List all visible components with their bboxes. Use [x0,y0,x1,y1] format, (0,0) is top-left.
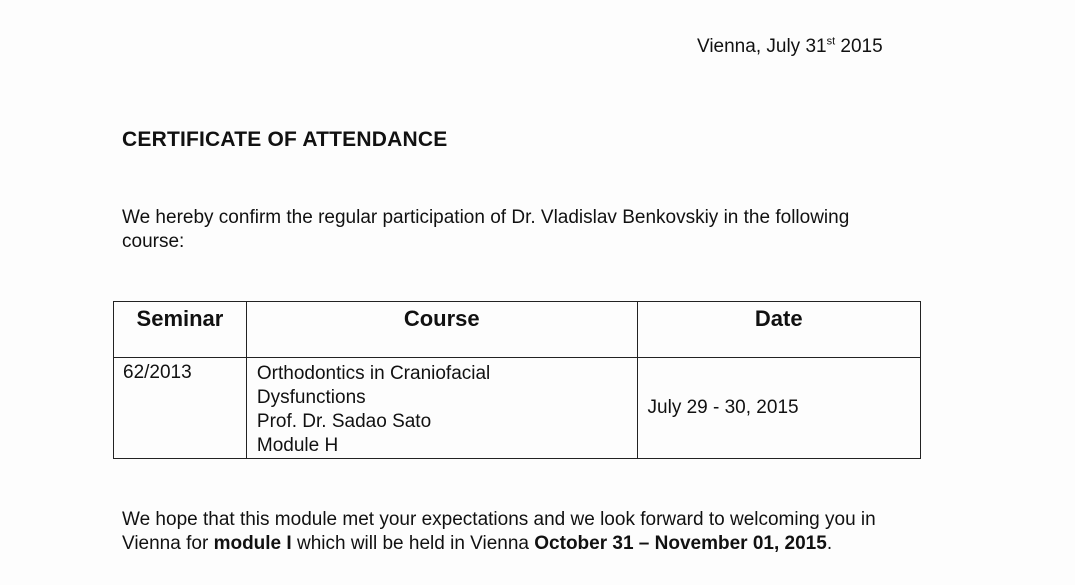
closing-module: module I [213,533,292,554]
closing-text-1: We hope that this module met your expectations and we look forward to welcoming you in Vienna for [122,509,876,554]
certificate-title: CERTIFICATE OF ATTENDANCE [122,128,448,151]
course-title-line-2: Dysfunctions [256,387,366,408]
header-seminar: Seminar [114,302,247,358]
intro-paragraph: We hereby confirm the regular participation of Dr. Vladislav Benkovskiy in the following course: [122,207,850,252]
cell-course [246,358,637,459]
issue-date-year: 2015 [835,36,883,57]
closing-text-2: which will be held in Vienna [291,533,535,554]
issue-date-ordinal: st [826,35,836,48]
table-row [114,358,921,459]
course-module: Module H [256,435,339,456]
cell-date: July 29 - 30, 2015 [637,358,920,459]
closing-paragraph [122,508,922,556]
table-header-row [114,302,921,358]
course-instructor: Prof. Dr. Sadao Sato [256,411,432,432]
header-date: Date [637,302,920,358]
course-table [113,301,921,459]
cell-seminar: 62/2013 [114,358,247,459]
course-title-line-1: Orthodontics in Craniofacial [256,363,491,384]
issue-date [697,36,883,58]
header-course: Course [246,302,637,358]
closing-text-3: . [826,533,833,554]
issue-date-prefix: Vienna, July 31 [697,36,827,57]
closing-date: October 31 – November 01, 2015 [534,533,827,554]
